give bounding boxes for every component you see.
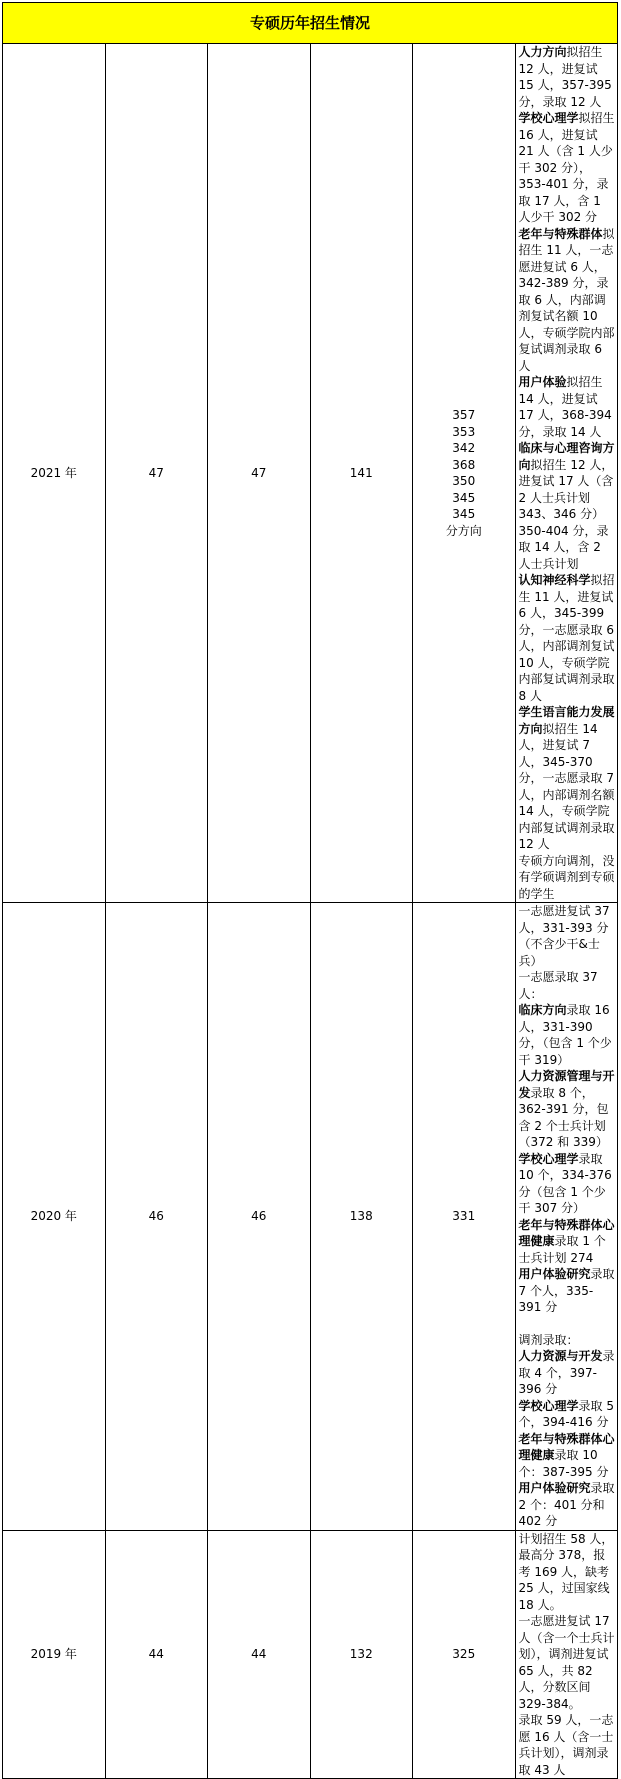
detail-text: 调剂录取： [518, 1332, 579, 1347]
year-cell: 2019 年 [3, 1530, 106, 1779]
direction-name: 人力方向 [518, 45, 567, 59]
score-value: 345 [452, 490, 476, 505]
score-value: 325 [452, 1647, 476, 1661]
detail-text: 拟招生 11 人，一志愿进复试 6 人，342-389 分，录取 6 人，内部调剂复试名额 10 人，专硕学院内部复试调剂录取 6 人 [518, 226, 615, 373]
detail-line [519, 1266, 616, 1316]
detail-text: 录取 10 个，334-376 分（包含 1 个少干 307 分） [518, 1151, 612, 1215]
score-cell [413, 903, 516, 1531]
direction-name: 人力资源与开发 [518, 1349, 603, 1363]
detail-line [519, 1712, 616, 1778]
score-value: 357 [452, 408, 476, 422]
direction-name: 老年与特殊群体心理健康 [518, 1431, 615, 1462]
score-cell [413, 1530, 516, 1779]
detail-text: 计划招生 58 人，最高分 378，报考 169 人，缺考 25 人，过国家线 18 人。 [518, 1531, 614, 1612]
direction-name: 学校心理学 [518, 111, 579, 125]
spacer [519, 1316, 616, 1332]
table-row [3, 44, 618, 903]
direction-name: 临床与心理咨询方向 [518, 441, 615, 472]
detail-text: 录取 1 个士兵计划 274 [518, 1234, 606, 1265]
detail-line [519, 969, 616, 1002]
detail-text: 录取 59 人，一志愿 16 人（含一士兵计划），调剂录取 43 人 [518, 1713, 614, 1777]
table-row [3, 1530, 618, 1779]
detail-line [519, 1217, 616, 1267]
detail-line [519, 704, 616, 853]
direction-name: 人力资源管理与开发 [518, 1069, 615, 1100]
detail-text: 拟招生 12 人，进复试 17 人（含 2 人士兵计划 343、346 分）350-404 分，录取 14 人，含 2 人士兵计划 [518, 457, 614, 571]
detail-text: 录取 7 个人，335-391 分 [518, 1267, 615, 1314]
detail-line [519, 110, 616, 226]
detail-cell [515, 903, 618, 1531]
direction-name: 老年与特殊群体 [518, 226, 603, 241]
count-cell-2: 46 [208, 903, 311, 1531]
detail-line [519, 226, 616, 375]
detail-line [519, 1398, 616, 1431]
score-value: 342 [452, 441, 476, 455]
direction-name: 老年与特殊群体心理健康 [518, 1217, 615, 1248]
detail-text: 拟招生 11 人，进复试 6 人，345-399 分，一志愿录取 6 人，内部调剂复试 10 人，专硕学院内部复试调剂录取 8 人 [518, 573, 615, 703]
detail-cell [515, 1530, 618, 1779]
detail-line [519, 44, 616, 110]
count-cell-3: 141 [310, 44, 413, 903]
detail-text: 一志愿进复试 37 人，331-393 分（不含少干&士兵） [518, 904, 610, 968]
score-value: 353 [452, 424, 476, 439]
table-row [3, 903, 618, 1531]
table-title: 专硕历年招生情况 [3, 3, 618, 44]
year-cell: 2020 年 [3, 903, 106, 1531]
count-cell-2: 44 [208, 1530, 311, 1779]
score-value: 345 [452, 507, 476, 521]
detail-line [519, 572, 616, 704]
detail-line [519, 1002, 616, 1068]
detail-text: 录取 4 个，397-396 分 [518, 1349, 615, 1396]
detail-line [519, 1431, 616, 1481]
direction-name: 临床方向 [518, 1003, 567, 1017]
count-cell-1: 46 [105, 903, 208, 1531]
detail-text: 拟招生 14 人，进复试 17 人，368-394 分，录取 14 人 [518, 375, 612, 439]
direction-name: 用户体验 [518, 375, 567, 389]
detail-text: 录取 16 人，331-390 分，（包含 1 个少干 319） [518, 1003, 612, 1067]
detail-text: 录取 5 个，394-416 分 [518, 1398, 614, 1429]
detail-text: 录取 10 个：387-395 分 [518, 1448, 609, 1479]
score-note: 分方向 [445, 523, 482, 538]
count-cell-1: 44 [105, 1530, 208, 1779]
detail-line [519, 1348, 616, 1398]
score-value: 331 [452, 1209, 476, 1223]
count-cell-1: 47 [105, 44, 208, 903]
detail-text: 拟招生 16 人，进复试 21 人（含 1 人少干 302 分），353-401 分，录取 17 人，含 1 人少干 302 分 [518, 111, 615, 224]
detail-line [519, 1531, 616, 1614]
detail-line [519, 1613, 616, 1712]
score-value: 350 [452, 474, 476, 488]
direction-name: 认知神经科学 [518, 573, 591, 587]
detail-text: 录取 2 个：401 分和 402 分 [518, 1481, 615, 1528]
detail-text: 一志愿录取 37 人： [518, 970, 598, 1001]
detail-text: 一志愿进复试 17 人（含一个士兵计划），调剂进复试 65 人，共 82 人，分数区间 329-384。 [518, 1614, 615, 1711]
count-cell-3: 138 [310, 903, 413, 1531]
direction-name: 用户体验研究 [518, 1267, 591, 1281]
year-cell: 2021 年 [3, 44, 106, 903]
detail-cell [515, 44, 618, 903]
detail-text: 专硕方向调剂，没有学硕调剂到专硕的学生 [518, 853, 615, 901]
detail-line [519, 374, 616, 440]
count-cell-2: 47 [208, 44, 311, 903]
detail-line [519, 853, 616, 903]
score-value: 368 [452, 457, 476, 472]
direction-name: 用户体验研究 [518, 1481, 591, 1495]
detail-line [519, 1480, 616, 1530]
detail-text: 拟招生 12 人，进复试 15 人，357-395 分，录取 12 人 [518, 45, 612, 109]
detail-text: 拟招生 14 人，进复试 7 人，345-370 分，一志愿录取 7 人，内部调剂名额 14 人，专硕学院内部复试调剂录取 12 人 [518, 721, 615, 851]
detail-line [519, 903, 616, 969]
count-cell-3: 132 [310, 1530, 413, 1779]
detail-line [519, 1332, 616, 1349]
detail-text: 录取 8 个，362-391 分，包含 2 个士兵计划（372 和 339） [518, 1085, 609, 1149]
direction-name: 学生语言能力发展方向 [518, 705, 615, 736]
direction-name: 学校心理学 [518, 1398, 579, 1413]
admissions-table [2, 2, 618, 1779]
detail-line [519, 1151, 616, 1217]
direction-name: 学校心理学 [518, 1151, 579, 1166]
detail-line [519, 440, 616, 572]
detail-line [519, 1068, 616, 1151]
score-cell [413, 44, 516, 903]
